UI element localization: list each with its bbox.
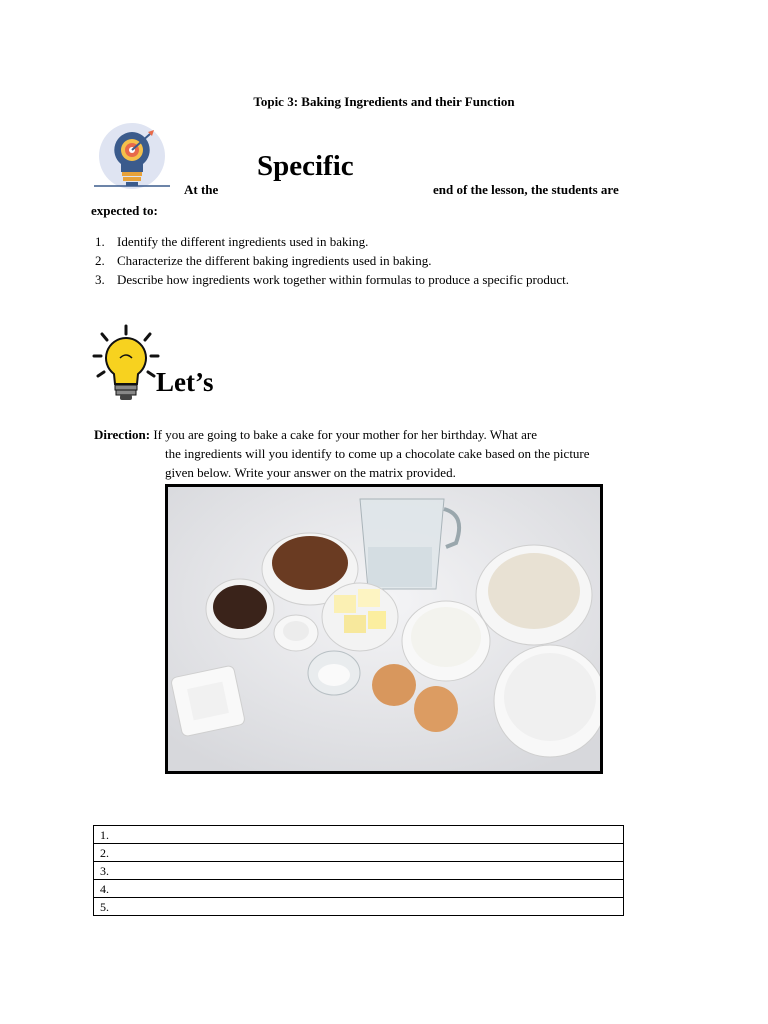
lightbulb-icon xyxy=(92,324,160,402)
objective-intro-end: end of the lesson, the students are xyxy=(433,182,619,197)
direction-text-1: If you are going to bake a cake for your mother for her birthday. What are xyxy=(153,427,538,442)
direction-line-1 xyxy=(94,425,537,444)
list-text: Characterize the different baking ingredients used in baking. xyxy=(117,253,432,268)
table-row[interactable] xyxy=(94,898,624,916)
objectives-list xyxy=(95,232,569,289)
list-number: 2. xyxy=(95,253,105,268)
table-row[interactable] xyxy=(94,826,624,844)
list-item xyxy=(95,251,569,270)
objectives-heading: Specific xyxy=(257,150,354,182)
matrix-cell[interactable]: 3. xyxy=(94,862,624,880)
table-row[interactable] xyxy=(94,862,624,880)
list-text: Describe how ingredients work together within formulas to produce a specific product. xyxy=(117,272,569,287)
matrix-cell[interactable]: 5. xyxy=(94,898,624,916)
list-text: Identify the different ingredients used in baking. xyxy=(117,234,369,249)
target-lightbulb-icon xyxy=(92,122,172,194)
matrix-cell[interactable]: 1. xyxy=(94,826,624,844)
page-title: Topic 3: Baking Ingredients and their Function xyxy=(253,94,515,109)
table-row[interactable] xyxy=(94,880,624,898)
list-item xyxy=(95,270,569,289)
list-number: 3. xyxy=(95,272,105,287)
baking-ingredients-photo xyxy=(165,484,603,774)
answer-matrix xyxy=(93,825,624,916)
direction-text-3: given below. Write your answer on the matrix provided. xyxy=(165,465,456,480)
list-item xyxy=(95,232,569,251)
activity-heading: Let’s xyxy=(156,367,214,397)
list-number: 1. xyxy=(95,234,105,249)
direction-label: Direction: xyxy=(94,427,151,442)
matrix-cell[interactable]: 4. xyxy=(94,880,624,898)
ingredients-illustration xyxy=(168,487,600,771)
direction-text-2: the ingredients will you identify to come up a chocolate cake based on the picture xyxy=(165,446,590,461)
table-row[interactable] xyxy=(94,844,624,862)
objective-intro-start: At the xyxy=(184,182,219,197)
objective-intro-continued: expected to: xyxy=(91,203,158,218)
matrix-cell[interactable]: 2. xyxy=(94,844,624,862)
